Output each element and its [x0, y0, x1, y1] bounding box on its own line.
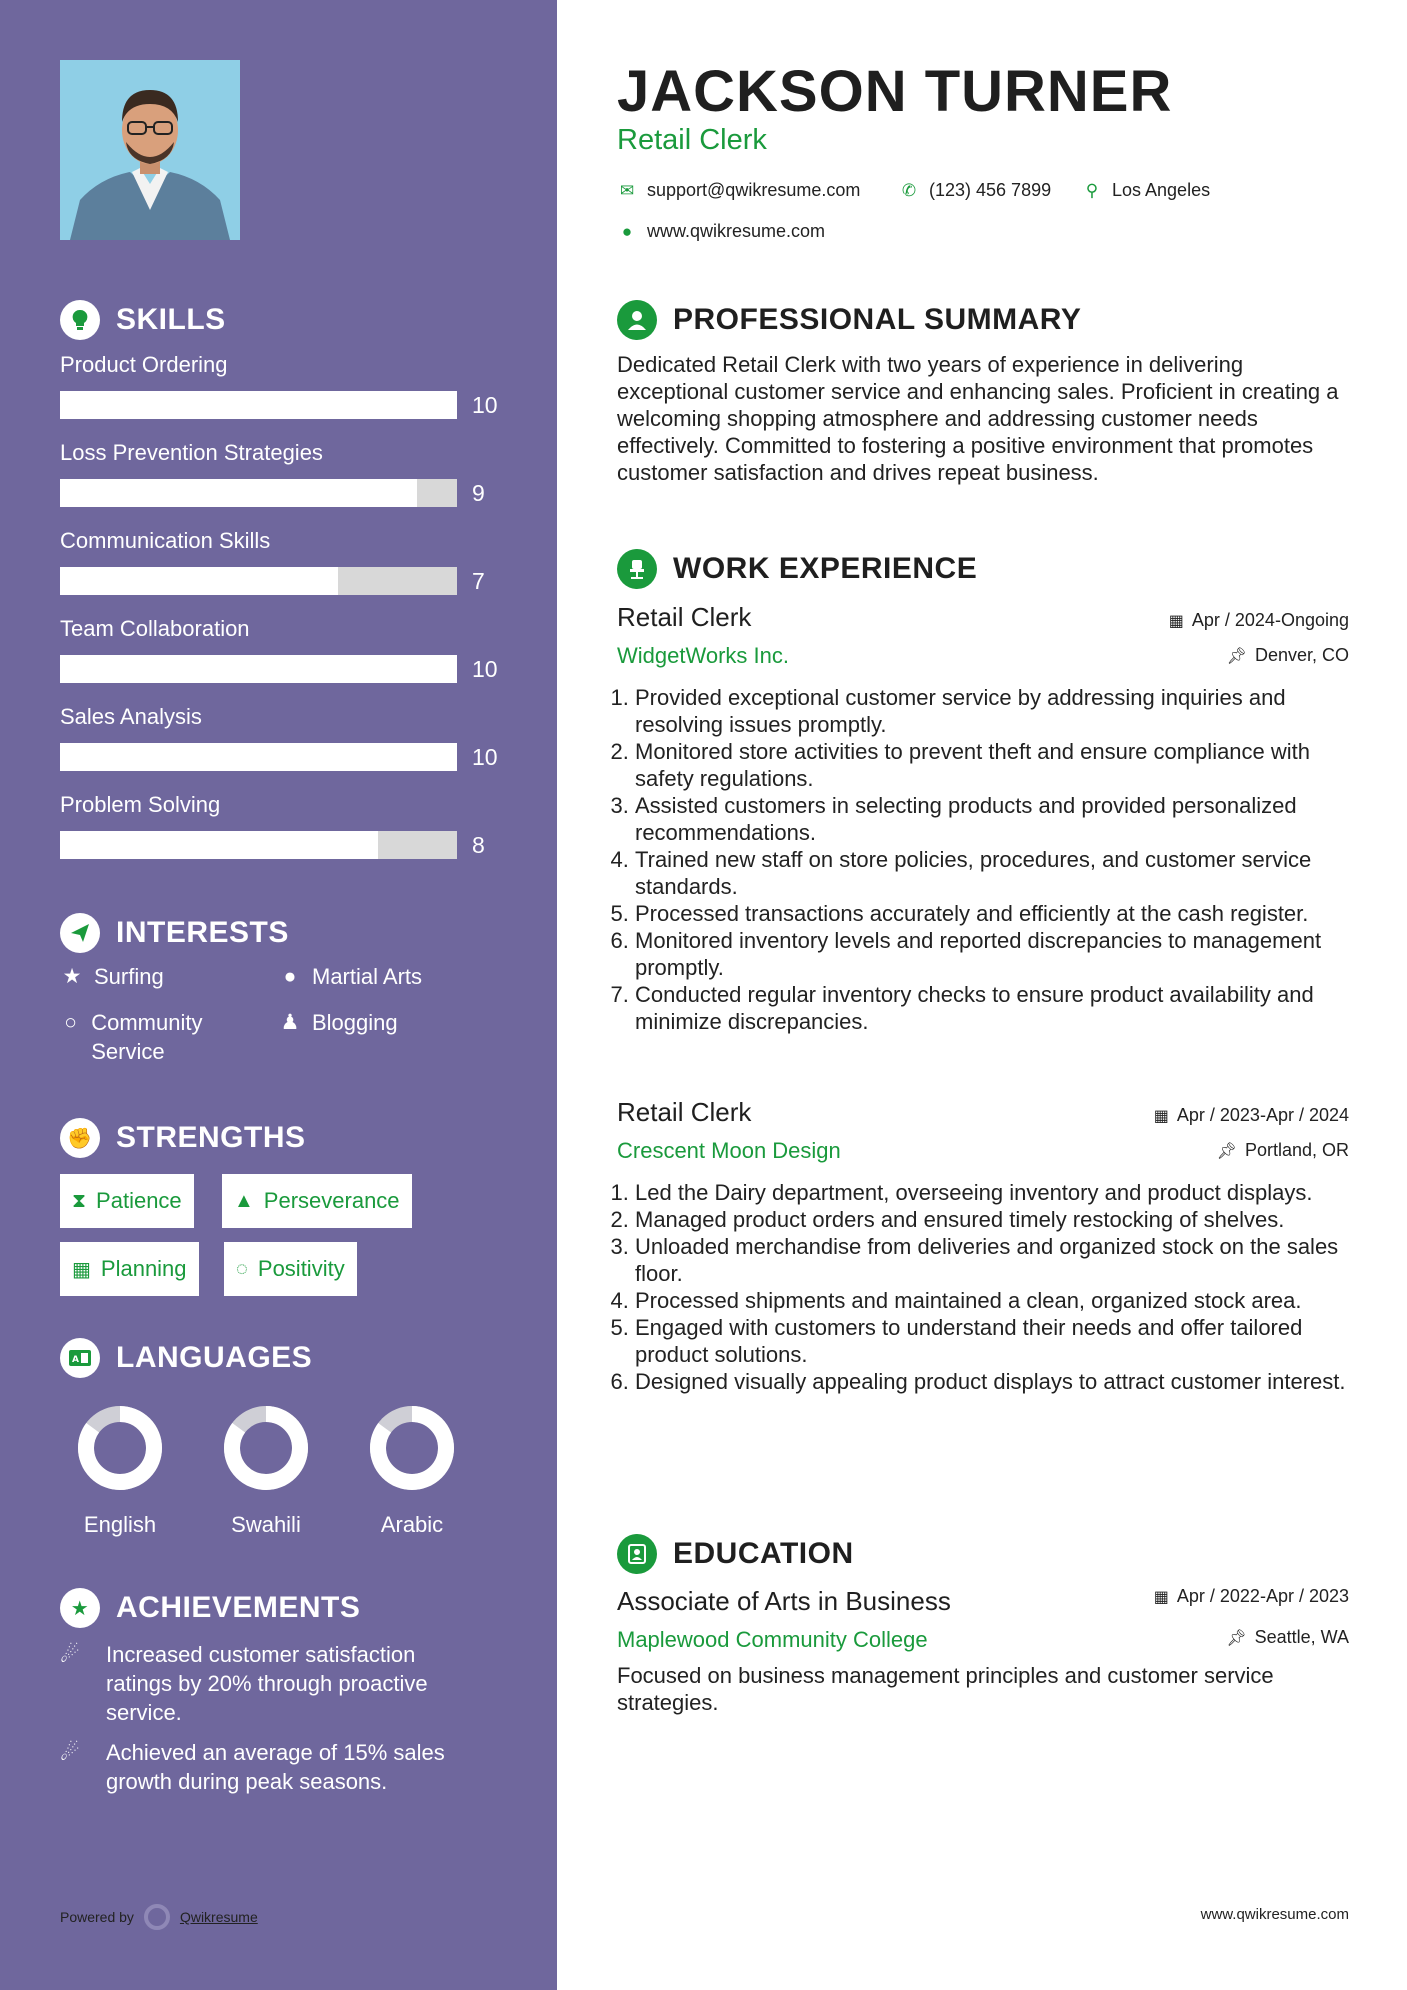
list-item: 2. Managed product orders and ensured timely restocking of shelves. [635, 1206, 1349, 1233]
office-chair-icon [617, 549, 657, 589]
pushpin-icon: 📌︎ [1226, 647, 1247, 665]
strength-chip: ▲ Perseverance [222, 1174, 412, 1228]
phone-icon: ✆ [901, 180, 917, 200]
job-responsibilities [617, 1179, 1349, 1395]
list-item: 2. Monitored store activities to prevent theft and ensure compliance with safety regulations. [635, 738, 1349, 792]
skill-row [60, 528, 520, 616]
skill-value: 8 [472, 832, 485, 858]
paper-plane-icon [60, 913, 100, 953]
skill-row [60, 440, 520, 528]
map-pin-icon: ⚲ [1085, 180, 1099, 200]
education-location: 📌︎ Seattle, WA [1226, 1627, 1349, 1647]
achievement-item: ☄ Increased customer satisfaction ratings by 20% through proactive service. [60, 1642, 428, 1725]
skill-bar [60, 655, 457, 683]
list-item: 7. Conducted regular inventory checks to ensure product availability and minimize discrepancies. [635, 981, 1349, 1035]
language-item [60, 1400, 180, 1538]
interest-item: ○ Community Service [60, 1008, 260, 1066]
skill-bar [60, 391, 457, 419]
person-portrait-image [60, 60, 240, 240]
job-responsibilities [617, 684, 1349, 1035]
pushpin-icon: 📌︎ [1226, 1629, 1247, 1647]
contact-email[interactable]: ✉ support@qwikresume.com [617, 180, 860, 201]
job-title: Retail Clerk [617, 602, 752, 632]
svg-text:A: A [72, 1355, 80, 1365]
skill-bar [60, 567, 457, 595]
language-item [206, 1400, 326, 1538]
profile-photo [60, 60, 240, 240]
pushpin-icon: 📌︎ [1216, 1142, 1237, 1160]
skill-row [60, 704, 520, 792]
list-item: 6. Monitored inventory levels and reported discrepancies to management promptly. [635, 927, 1349, 981]
star-icon: ★ [62, 965, 82, 988]
strength-chip: ⧗ Patience [60, 1174, 194, 1228]
globe-icon: ● [283, 965, 297, 988]
hourglass-icon: ⧗ [72, 1189, 87, 1212]
job-location: 📌︎ Portland, OR [1216, 1140, 1349, 1160]
education-description: Focused on business management principles and customer service strategies. [617, 1663, 1274, 1715]
job-company: WidgetWorks Inc. [617, 643, 789, 668]
summary-heading: PROFESSIONAL SUMMARY [617, 300, 1081, 340]
achievement-item: ☄ Achieved an average of 15% sales growth during peak seasons. [60, 1740, 445, 1794]
skill-row [60, 792, 520, 880]
job-dates: ▦ Apr / 2024-Ongoing [1168, 610, 1349, 630]
job-location: 📌︎ Denver, CO [1226, 645, 1349, 665]
skill-row [60, 352, 520, 440]
job-title: Retail Clerk [617, 1097, 752, 1127]
experience-heading: WORK EXPERIENCE [617, 549, 977, 589]
skills-heading [60, 300, 226, 340]
road-icon: ▲ [234, 1189, 254, 1212]
skill-bar-fill [60, 567, 338, 595]
skill-name: Loss Prevention Strategies [60, 440, 323, 465]
strength-chip: ◌ Positivity [224, 1242, 357, 1296]
skill-name: Team Collaboration [60, 616, 250, 641]
languages-title: LANGUAGES [116, 1341, 313, 1374]
language-ring [72, 1400, 168, 1496]
interests-heading [60, 913, 289, 953]
list-item: 6. Designed visually appealing product displays to attract customer interest. [635, 1368, 1349, 1395]
education-heading: EDUCATION [617, 1534, 854, 1574]
list-item: 4. Trained new staff on store policies, procedures, and customer service standards. [635, 846, 1349, 900]
skill-name: Sales Analysis [60, 704, 202, 729]
circle-notch-icon: ◌ [236, 1257, 248, 1280]
summary-text: Dedicated Retail Clerk with two years of experience in delivering exceptional customer service and enhancing sales. Proficient in creating a welcoming shopping atmosphere and addressing customer needs effectively. Committed to fostering a positive environment that promotes customer satisfaction and drives repeat business. [617, 352, 1339, 485]
skill-bar-fill [60, 391, 457, 419]
candidate-role: Retail Clerk [617, 124, 767, 156]
fist-icon: ✊ [60, 1118, 100, 1158]
list-item: 5. Engaged with customers to understand their needs and offer tailored product solutions. [635, 1314, 1349, 1368]
strengths-title: STRENGTHS [116, 1121, 306, 1154]
calendar-icon: ▦ [1153, 1107, 1169, 1125]
interest-item: ★ Surfing [60, 962, 164, 991]
education-school: Maplewood Community College [617, 1627, 928, 1652]
language-name: English [83, 1512, 157, 1537]
skill-bar [60, 831, 457, 859]
footer-url[interactable]: www.qwikresume.com [1200, 1906, 1349, 1923]
shooting-star-icon: ☄ [60, 1642, 80, 1667]
graduate-icon [617, 1534, 657, 1574]
list-item: 4. Processed shipments and maintained a clean, organized stock area. [635, 1287, 1349, 1314]
skills-title: SKILLS [116, 303, 226, 336]
education-dates: ▦ Apr / 2022-Apr / 2023 [1153, 1586, 1349, 1606]
skill-bar-fill [60, 831, 378, 859]
achievements-heading [60, 1588, 360, 1628]
achievements-title: ACHIEVEMENTS [116, 1591, 361, 1624]
language-ring [364, 1400, 460, 1496]
qwikresume-logo-icon [144, 1904, 170, 1930]
calendar-icon: ▦ [1168, 612, 1184, 630]
brand-link[interactable]: Qwikresume [179, 1909, 258, 1925]
skill-bar-fill [60, 479, 417, 507]
users-icon: ♟ [280, 1011, 300, 1034]
language-icon [60, 1338, 100, 1378]
job-dates: ▦ Apr / 2023-Apr / 2024 [1153, 1105, 1349, 1125]
star-badge-icon: ★ [60, 1588, 100, 1628]
interest-item: ● Martial Arts [278, 962, 422, 991]
candidate-name: JACKSON TURNER [617, 59, 1173, 124]
list-item: 3. Assisted customers in selecting products and provided personalized recommendations. [635, 792, 1349, 846]
list-item: 1. Provided exceptional customer service by addressing inquiries and resolving issues promptly. [635, 684, 1349, 738]
globe-icon: ● [621, 221, 633, 241]
skill-value: 7 [472, 568, 485, 594]
skill-bar-fill [60, 743, 457, 771]
skill-value: 9 [472, 480, 485, 506]
skill-bar [60, 743, 457, 771]
lightbulb-icon [60, 300, 100, 340]
contact-website[interactable]: ● www.qwikresume.com [617, 221, 825, 242]
strengths-heading [60, 1118, 306, 1158]
skills-list [60, 352, 520, 880]
envelope-icon: ✉ [619, 180, 635, 200]
job-company: Crescent Moon Design [617, 1138, 841, 1163]
list-item: 1. Led the Dairy department, overseeing inventory and product displays. [635, 1179, 1349, 1206]
list-item: 3. Unloaded merchandise from deliveries and organized stock on the sales floor. [635, 1233, 1349, 1287]
skill-row [60, 616, 520, 704]
contact-phone[interactable]: ✆ (123) 456 7899 [899, 180, 1051, 201]
calendar-icon: ▦ [1153, 1588, 1169, 1606]
skill-value: 10 [472, 744, 498, 770]
skill-bar-fill [60, 655, 457, 683]
skill-value: 10 [472, 656, 498, 682]
education-degree: Associate of Arts in Business [617, 1586, 951, 1616]
list-item: 5. Processed transactions accurately and efficiently at the cash register. [635, 900, 1349, 927]
language-name: Swahili [231, 1512, 301, 1537]
strength-chip: ▦ Planning [60, 1242, 199, 1296]
languages-heading [60, 1338, 312, 1378]
hand-icon: ○ [64, 1011, 77, 1034]
calendar-icon: ▦ [72, 1258, 91, 1281]
language-item [352, 1400, 472, 1538]
language-ring [218, 1400, 314, 1496]
interests-title: INTERESTS [116, 916, 289, 949]
user-icon [617, 300, 657, 340]
sidebar [0, 0, 557, 1990]
powered-by: Powered by Qwikresume [60, 1904, 258, 1930]
skill-name: Problem Solving [60, 792, 221, 817]
shooting-star-icon: ☄ [60, 1740, 80, 1765]
skill-name: Communication Skills [60, 528, 271, 553]
skill-value: 10 [472, 392, 498, 418]
language-name: Arabic [380, 1512, 444, 1537]
interest-item: ♟ Blogging [278, 1008, 398, 1037]
skill-name: Product Ordering [60, 352, 228, 377]
contact-location: ⚲ Los Angeles [1082, 180, 1210, 201]
skill-bar [60, 479, 457, 507]
